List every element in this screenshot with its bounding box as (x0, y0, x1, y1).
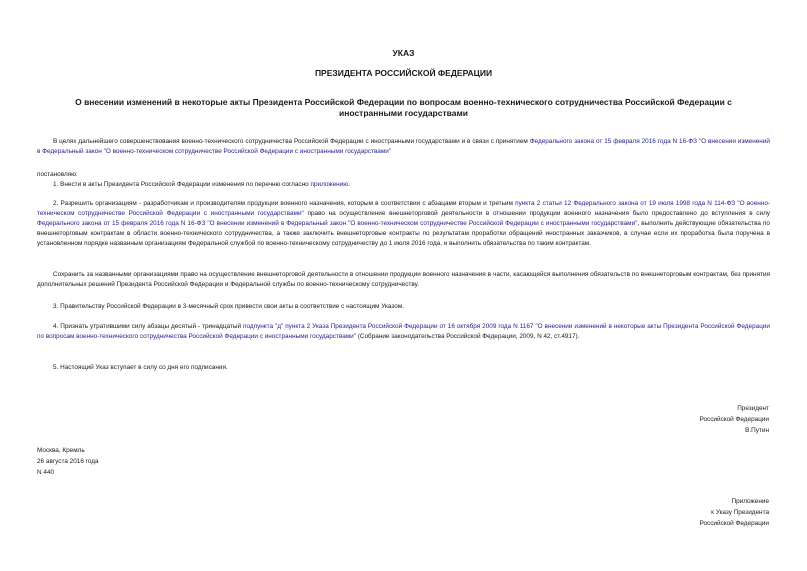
decree-2009-link[interactable]: подпункта "д" пункта 2 Указа Президента Российской Федерации от 16 октября 2009 года N 1167 "О внесении изменений в некоторые акты Президента Российской Федерации по вопросам военно-технического сотрудничества Российской Федерации с иностранными государствами" (37, 323, 771, 340)
signature-name: В.Путин (745, 426, 769, 434)
preamble-text: В целях дальнейшего совершенствования военно-технического сотрудничества Российской Федерации с иностранными государствами и в связи с принятием (53, 138, 530, 145)
item-2-paragraph (37, 199, 770, 249)
item-1-paragraph (37, 180, 770, 190)
signature-block (700, 404, 770, 436)
item-2-continued-paragraph: Сохранить за названными организациями право на осуществление внешнеторговой деятельности в отношении продукции военного назначения в части, касающейся выполнения обязательств по внешнеторговым контрактам, без принятия дополнительных решений Президента Российской Федерации и Федеральной службы по военно-техническому сотрудничеству. (37, 271, 770, 288)
item-2-text-3: , выполнить действующие обязательства по внешнеторговым контрактам в области военно-технического сотрудничества, а также заключить внешнеторговые контракты по результатам проработки обращений иностранных заказчиков, в случае если их проработка была поручена в установленном порядке названным организациям Федеральной службой по военно-техническому сотрудничеству до 1 июля 2016 года, и выполнить обязательства по таким контрактам. (37, 220, 770, 247)
law-2016-link[interactable]: Федерального закона от 15 февраля 2016 года N 16-ФЗ "О внесении изменений в Федеральный закон "О военно-техническом сотрудничестве Российской Федерации с иностранными государствами" (37, 220, 638, 227)
item-2-text-2: право на осуществление внешнеторговой деятельности в отношении продукции военного назначения было предоставлено до вступления в силу (303, 210, 770, 217)
law-1998-link[interactable]: пункта 2 статьи 12 Федерального закона от 19 июля 1998 года N 114-ФЗ "О военно-техническом сотрудничестве Российской Федерации с иностранными государствами" (37, 200, 770, 217)
item-3-paragraph: 3. Правительству Российской Федерации в 3-месячный срок привести свои акты в соответствие с настоящим Указом. (53, 303, 404, 310)
document-type-title: УКАЗ (392, 48, 415, 58)
decree-number: N 440 (37, 468, 55, 476)
appendix-link[interactable]: приложению (310, 181, 349, 188)
item-1-end: . (348, 181, 350, 188)
item-4-citation: (Собрание законодательства Российской Федерации, 2009, N 42, ст.4917). (355, 333, 580, 340)
signature-title: Президент (737, 405, 769, 412)
item-2-text-1: 2. Разрешить организациям - разработчикам и производителям продукции военного назначения, которым в соответствии с абзацами вторым и третьим (53, 200, 516, 207)
appendix-reference: к Указу Президента (711, 508, 769, 516)
preamble-law-link[interactable]: Федерального закона от 15 февраля 2016 года N 16-ФЗ "О внесении изменений в Федеральный закон "О военно-техническом сотрудничестве Российской Федерации с иностранными государствами" (37, 138, 770, 155)
item-4-text: 4. Признать утратившими силу абзацы десятый - тринадцатый (53, 323, 243, 330)
appendix-label: Приложение (731, 498, 769, 505)
item-5-paragraph: 5. Настоящий Указ вступает в силу со дня его подписания. (53, 364, 228, 371)
document-issuer-title: ПРЕЗИДЕНТА РОССИЙСКОЙ ФЕДЕРАЦИИ (314, 68, 493, 78)
appendix-header-block (700, 497, 770, 529)
item-4-paragraph (37, 322, 770, 342)
preamble-paragraph (37, 137, 770, 157)
appendix-country: Российской Федерации (699, 519, 769, 527)
signature-country: Российской Федерации (699, 415, 769, 423)
signing-date: 26 августа 2016 года (37, 457, 99, 465)
item-1-text: 1. Внести в акты Президента Российской Федерации изменения по перечню согласно (53, 181, 311, 188)
place-date-block (37, 446, 99, 478)
resolve-text: постановляю: (37, 171, 78, 178)
document-subject-title: О внесении изменений в некоторые акты Президента Российской Федерации по вопросам военно-технического сотрудничества Российской Федерации с иностранными государствами (75, 97, 732, 118)
signing-place: Москва, Кремль (37, 447, 85, 454)
